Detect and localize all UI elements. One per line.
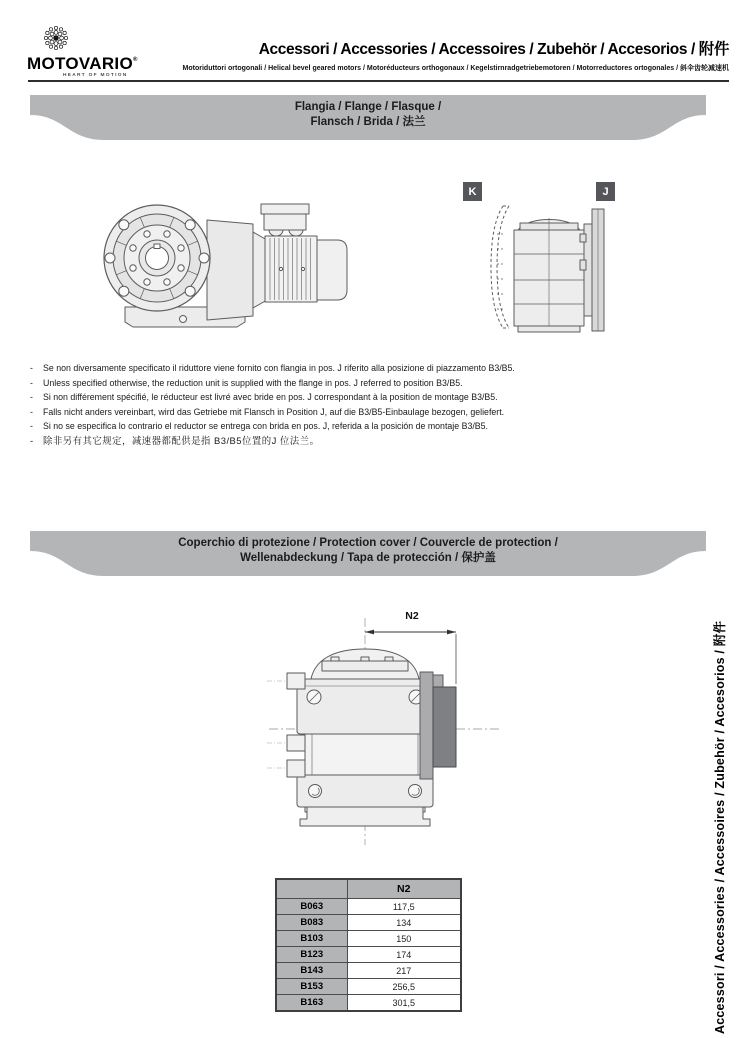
flange-position-drawing	[478, 204, 618, 336]
brand-wordmark: MOTOVARIO®	[27, 54, 138, 73]
table-row	[276, 979, 461, 995]
geared-motor-drawing	[95, 200, 355, 335]
value-cell: 301,5	[347, 995, 461, 1012]
header-text-block	[109, 37, 729, 73]
table-row	[276, 915, 461, 931]
table-row	[276, 963, 461, 979]
position-k-label: K	[463, 182, 482, 201]
note-item-de: - Falls nicht anders vereinbart, wird das Getriebe mit Flansch in Position J, auf die B3/B5-Einbaulage bezogen, geliefert.	[30, 406, 505, 417]
model-cell: B163	[276, 995, 347, 1012]
page-subtitle: Motoriduttori ortogonali / Helical bevel geared motors / Motoréducteurs orthogonaux / Kegelstirnradgetriebemotoren / Motorreductores ortogonales / 斜伞齿轮减速机	[182, 65, 729, 72]
section-banner-cover	[0, 531, 750, 579]
value-cell: 134	[347, 915, 461, 931]
value-cell: 217	[347, 963, 461, 979]
table-row	[276, 899, 461, 915]
section-banner-flange	[0, 95, 750, 143]
model-cell: B103	[276, 931, 347, 947]
header-divider	[28, 80, 729, 82]
n2-dimension-table	[275, 878, 462, 1012]
table-header-n2: N2	[347, 879, 461, 899]
table-row	[276, 995, 461, 1012]
model-cell: B083	[276, 915, 347, 931]
registered-mark: ®	[132, 57, 138, 63]
banner-cover-title: Coperchio di protezione / Protection cover / Couvercle de protection / Wellenabdeckung / Tapa de protección / 保护盖	[178, 537, 558, 564]
table-header-empty	[276, 879, 347, 899]
model-cell: B143	[276, 963, 347, 979]
motovario-logo-icon	[40, 22, 72, 54]
table-row	[276, 947, 461, 963]
table-header-row	[276, 879, 461, 899]
brand-tagline: HEART OF MOTION	[63, 73, 128, 78]
table-row	[276, 931, 461, 947]
n2-dimension-label: N2	[405, 610, 419, 622]
value-cell: 174	[347, 947, 461, 963]
note-item-en: - Unless specified otherwise, the reduction unit is supplied with the flange in pos. J referred to position B3/B5.	[30, 377, 463, 388]
value-cell: 150	[347, 931, 461, 947]
model-cell: B123	[276, 947, 347, 963]
value-cell: 117,5	[347, 899, 461, 915]
banner-flange-title: Flangia / Flange / Flasque / Flansch / Brida / 法兰	[294, 101, 442, 128]
protection-cover-drawing	[265, 602, 505, 847]
model-cell: B063	[276, 899, 347, 915]
note-item-it: - Se non diversamente specificato il riduttore viene fornito con flangia in pos. J riferito alla posizione di piazzamento B3/B5.	[30, 363, 515, 373]
sidebar-vertical-title: Accessori / Accessories / Accessoires / Zubehör / Accesorios / 附件	[713, 620, 727, 1034]
note-item-fr: - Si non différement spécifié, le réducteur est livré avec bride en pos. J correspondant à la position de montage B3/B5.	[30, 392, 498, 403]
position-j-label: J	[596, 182, 615, 201]
note-item-zh: - 除非另有其它规定，减速器都配供是指 B3/B5位置的J 位法兰。	[30, 434, 320, 446]
note-item-es: - Si no se especifica lo contrario el reductor se entrega con brida en pos. J, referida a la posición de montaje B3/B5.	[30, 421, 488, 432]
page-title: Accessori / Accessories / Accessoires / Zubehör / Accesorios / 附件	[258, 41, 729, 58]
model-cell: B153	[276, 979, 347, 995]
notes-list	[30, 361, 710, 449]
value-cell: 256,5	[347, 979, 461, 995]
